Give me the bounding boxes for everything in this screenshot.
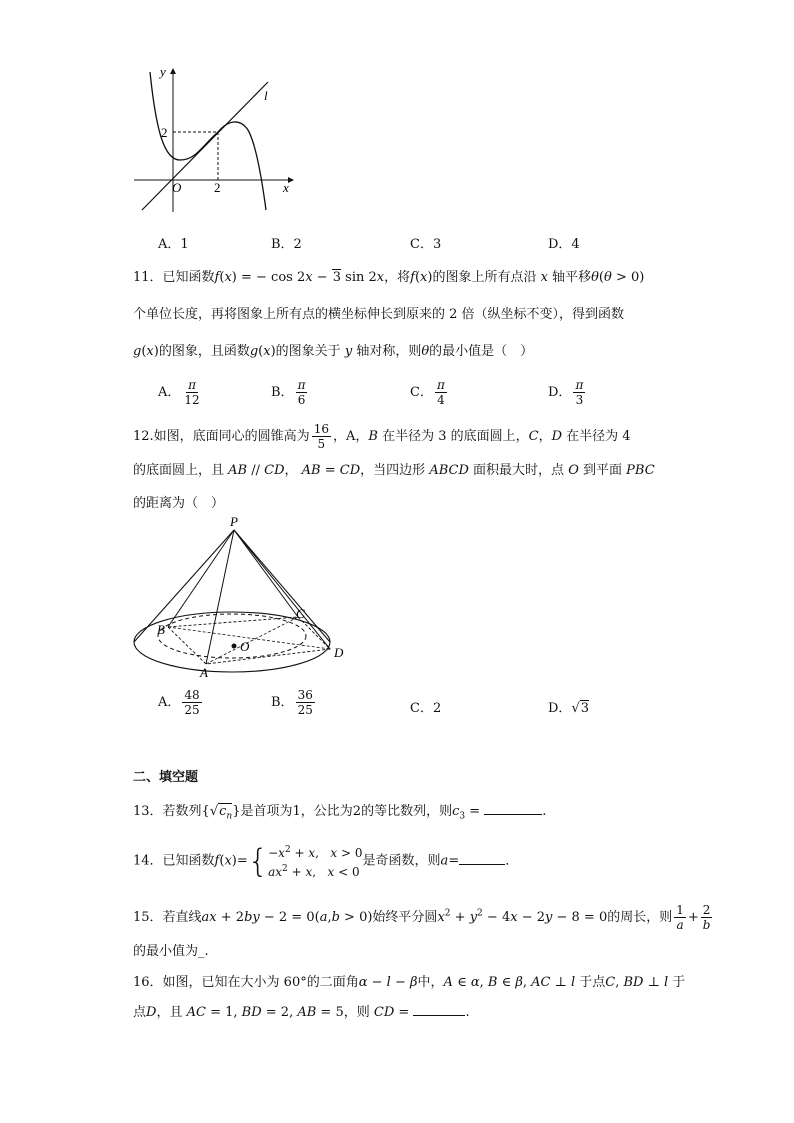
tangent-line-l [142,82,268,210]
q13-line: 13．若数列$\{√c_n\}$是首项为1，公比为2的等比数列，则$c_3$ = . [133,804,547,822]
q14-line: 14．已知函数f(x)={ $-x^2 + x$, x > 0 $ax^2 + x$, x < 0 是奇函数，则a= ． [133,842,519,880]
q11-option-a: A． $\frac{\pi}{12}$ [158,378,200,407]
label-o: O [240,639,250,654]
label-b: B [157,622,165,637]
cone-generator-left [134,530,234,642]
x-axis-label: x [283,180,289,195]
origin-label: O [172,180,182,195]
y-axis-label: y [160,64,166,79]
y-tick-label: 2 [161,125,168,140]
inner-base-circle [158,614,306,658]
q12-option-d: D．√3 [548,701,590,716]
q10-option-b: B．2 [271,237,302,252]
edge-pd [234,530,330,649]
q16-line2: 点D，且 AC = 1, BD = 2, AB = 5，则 CD = . [133,1005,470,1020]
x-axis-arrow [288,177,294,183]
label-c: C [296,606,305,621]
center-point-o [232,644,237,649]
q12-line3: 的距离为（ ） [133,496,225,511]
q12-option-c: C．2 [410,701,442,716]
label-d: D [334,645,344,660]
outer-base-circle [134,612,330,672]
q11-option-c: C． $\frac{\pi}{4}$ [410,378,445,407]
y-axis-arrow [170,68,176,74]
q11-line1: 11．已知函数f(x) = − cos 2x − 3 sin 2x，将f(x)的图象上所有点沿 x 轴平移θ(θ > 0) [133,270,645,285]
q15-line2: 的最小值为_. [133,944,209,959]
q12-line1: 12.如图，底面同心的圆锥高为 $\frac{16}{5}$ ，A，B 在半径为 3 的底面圆上，C，D 在半径为 4 [133,422,631,451]
q10-option-d: D．4 [548,237,580,252]
q12-line2: 的底面圆上，且 AB // CD， AB = CD，当四边形 ABCD 面积最大时，点 O 到平面 PBC [133,463,655,478]
x-tick-label: 2 [214,180,221,195]
line-l-label: l [264,88,268,103]
function-curve [150,72,266,210]
q11-option-b: B． $\frac{\pi}{6}$ [271,378,306,407]
q16-line1: 16．如图，已知在大小为 60°的二面角α − l − β中，A ∈ α, B ∈ β, AC ⊥ l 于点C, BD ⊥ l 于 [133,975,686,990]
q12-option-b: B． $\frac{36}{25}$ [271,688,313,717]
cone-figure [128,514,358,684]
edge-pc [234,530,298,617]
diag-ac [206,617,298,664]
q11-option-d: D． $\frac{\pi}{3}$ [548,378,584,407]
q11-line3: g(x)的图象，且函数g(x)的图象关于 y 轴对称，则θ的最小值是（ ） [133,344,534,359]
q15-line1: 15．若直线ax + 2by − 2 = 0(a,b > 0)始终平分圆$x^2 + y^2 - 4x - 2y - 8 = 0$的周长，则 $\frac{1}{a}$ + $\frac{2}{b}$ [133,903,711,932]
label-a: A [200,665,208,680]
label-p: P [230,514,238,529]
function-graph-figure [130,60,300,220]
q11-line2: 个单位长度，再将图象上所有点的横坐标伸长到原来的 2 倍（纵坐标不变），得到函数 [133,307,625,322]
q10-option-c: C．3 [410,237,442,252]
q12-option-a: A． $\frac{48}{25}$ [158,688,200,717]
section-title: 二、填空题 [133,770,199,785]
q10-option-a: A．1 [158,237,189,252]
